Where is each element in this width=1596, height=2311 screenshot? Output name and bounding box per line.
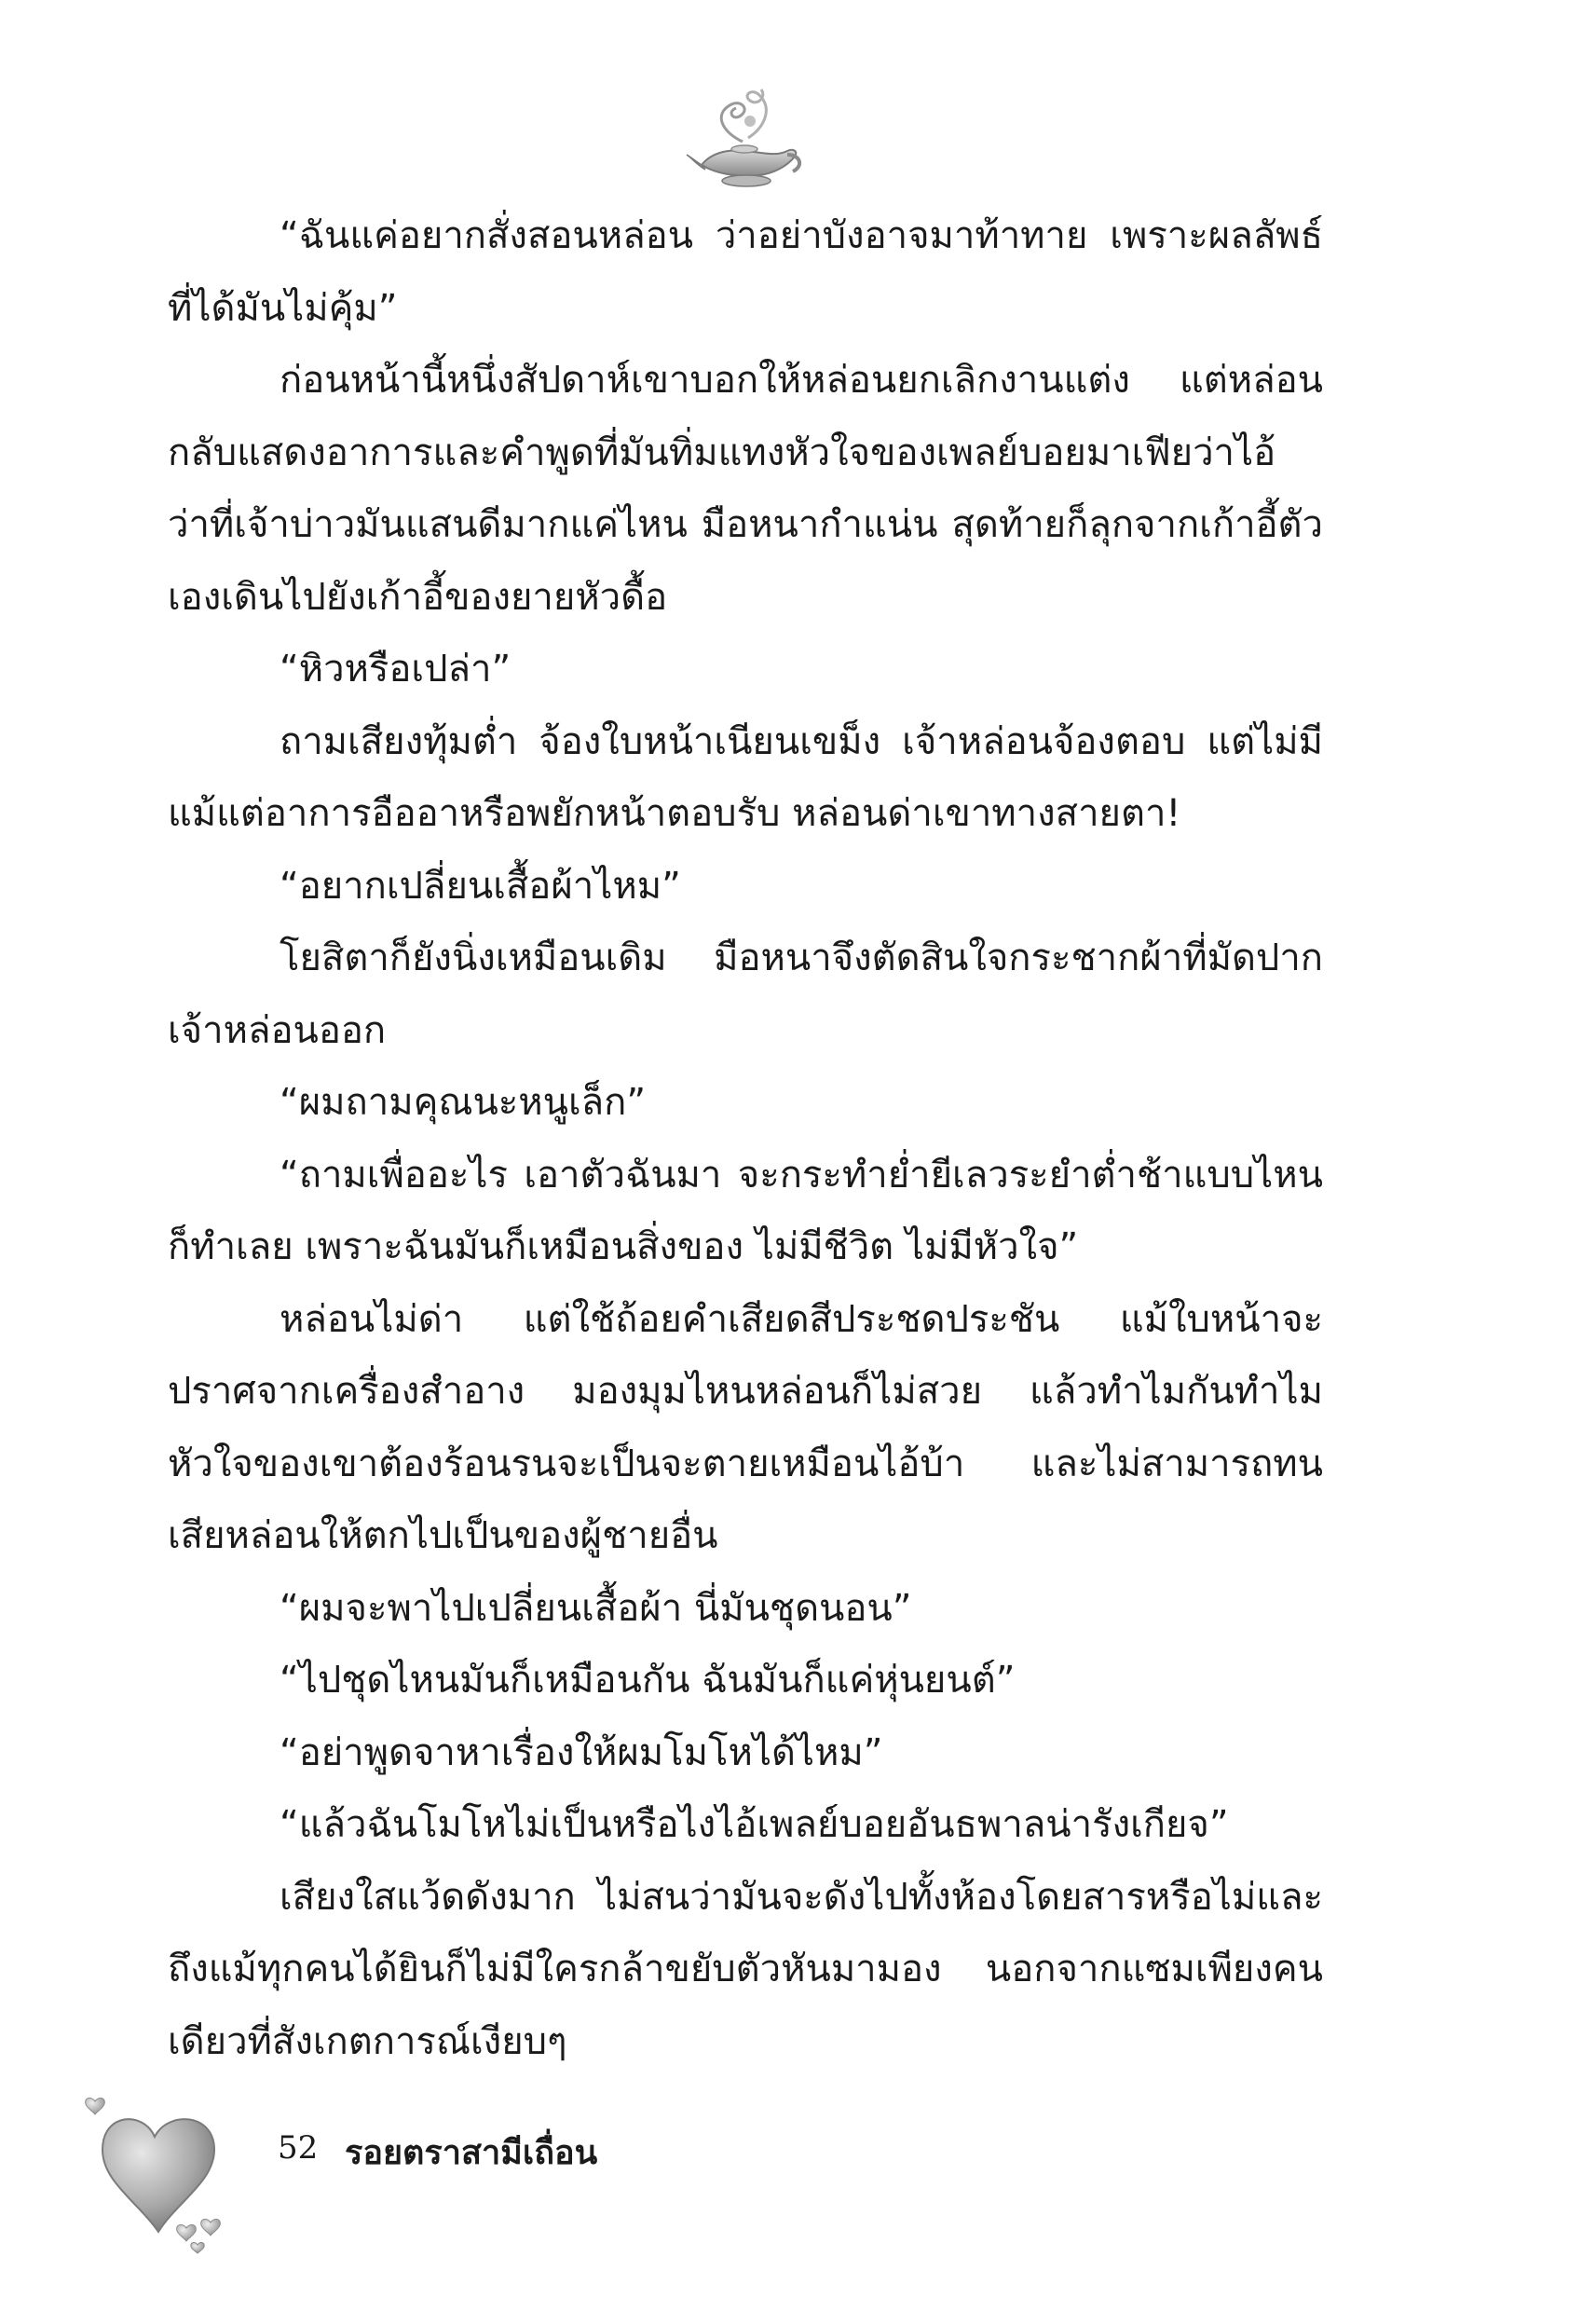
paragraph: ถามเสียงทุ้มต่ำ จ้องใบหน้าเนียนเขม็ง เจ้าหล่อนจ้องตอบ แต่ไม่มีแม้แต่อาการอืออาหรือพยักหน้าตอบรับ หล่อนด่าเขาทางสายตา! <box>168 719 1323 835</box>
genie-lamp-icon <box>685 76 806 198</box>
paragraph: “ผมถามคุณนะหนูเล็ก” <box>280 1081 647 1124</box>
paragraph: เสียงใสแว้ดดังมาก ไม่สนว่ามันจะดังไปทั้งห้องโดยสารหรือไม่และถึงแม้ทุกคนได้ยินก็ไม่มีใครกล้าขยับตัวหันมามอง นอกจากแซมเพียงคนเดียวที่สังเกตการณ์เงียบๆ <box>168 1875 1323 2063</box>
paragraph: “ผมจะพาไปเปลี่ยนเสื้อผ้า นี่มันชุดนอน” <box>280 1586 912 1630</box>
paragraph: “ฉันแค่อยากสั่งสอนหล่อน ว่าอย่าบังอาจมาท้าทาย เพราะผลลัพธ์ที่ได้มันไม่คุ้ม” <box>168 214 1323 330</box>
heart-icon <box>82 2092 240 2260</box>
page-number: 52 <box>278 2129 319 2167</box>
book-title: รอยตราสามีเถื่อน <box>345 2134 598 2172</box>
paragraph: “แล้วฉันโมโหไม่เป็นหรือไงไอ้เพลย์บอยอันธพาลน่ารังเกียจ” <box>280 1803 1229 1846</box>
paragraph: โยสิตาก็ยังนิ่งเหมือนเดิม มือหนาจึงตัดสินใจกระชากผ้าที่มัดปากเจ้าหล่อนออก <box>168 937 1323 1052</box>
paragraph: ก่อนหน้านี้หนึ่งสัปดาห์เขาบอกให้หล่อนยกเลิกงานแต่ง แต่หล่อนกลับแสดงอาการและคำพูดที่มันทิ่มแทงหัวใจของเพลย์บอยมาเฟียว่าไอ้ว่าที่เจ้าบ่าวมันแสนดีมากแค่ไหน มือหนากำแน่น สุดท้ายก็ลุกจากเก้าอี้ตัวเองเดินไปยังเก้าอี้ของยายหัวดื้อ <box>168 359 1323 619</box>
body-text <box>168 200 1323 2078</box>
paragraph: “อยากเปลี่ยนเสื้อผ้าไหม” <box>280 864 681 908</box>
paragraph: “หิวหรือเปล่า” <box>280 648 512 691</box>
paragraph: “ไปชุดไหนมันก็เหมือนกัน ฉันมันก็แค่หุ่นยนต์” <box>280 1659 1016 1702</box>
paragraph: หล่อนไม่ด่า แต่ใช้ถ้อยคำเสียดสีประชดประชัน แม้ใบหน้าจะปราศจากเครื่องสำอาง มองมุมไหนหล่อนก็ไม่สวย แล้วทำไมกันทำไมหัวใจของเขาต้องร้อนรนจะเป็นจะตายเหมือนไอ้บ้า และไม่สามารถทนเสียหล่อนให้ตกไปเป็นของผู้ชายอื่น <box>168 1297 1323 1557</box>
paragraph: “ถามเพื่ออะไร เอาตัวฉันมา จะกระทำย่ำยีเลวระยำต่ำช้าแบบไหนก็ทำเลย เพราะฉันมันก็เหมือนสิ่งของ ไม่มีชีวิต ไม่มีหัวใจ” <box>168 1153 1323 1268</box>
page-footer <box>0 2092 1596 2260</box>
paragraph: “อย่าพูดจาหาเรื่องให้ผมโมโหได้ไหม” <box>280 1730 883 1774</box>
